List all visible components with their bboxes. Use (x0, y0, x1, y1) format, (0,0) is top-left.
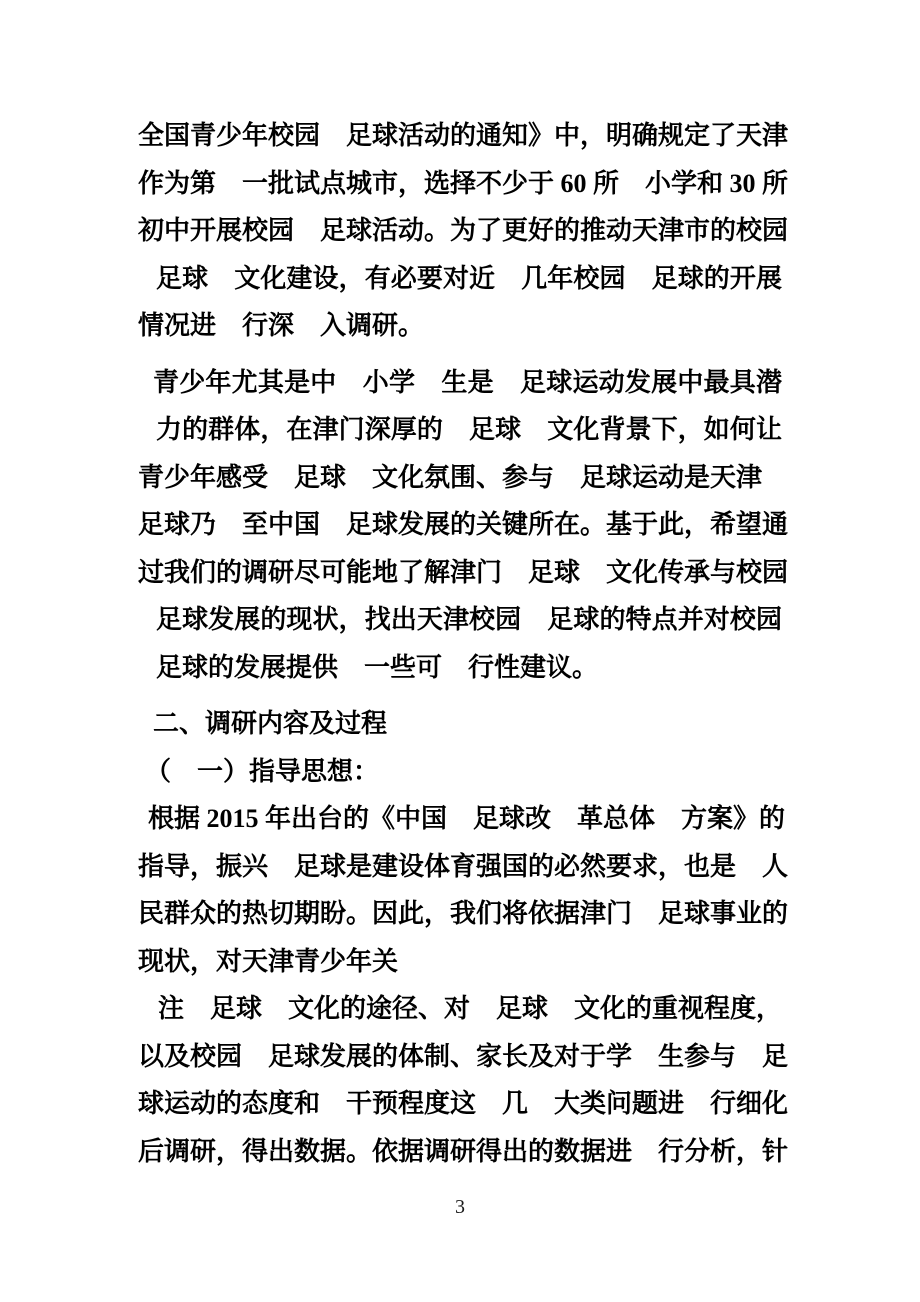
text-line: 足球乃 至中国 足球发展的关键所在。基于此，希望通 (138, 510, 789, 539)
text-line: 作为第 一批试点城市，选择不少于 60 所 小学和 30 所 (138, 168, 789, 198)
text-line: （ 一）指导思想： (145, 756, 380, 786)
text-line: 力的群体，在津门深厚的 足球 文化背景下，如何让 (156, 415, 782, 444)
text-line: 注 足球 文化的途径、对 足球 文化的重视程度， (158, 994, 783, 1023)
text-line: 青少年感受 足球 文化氛围、参与 足球运动是天津 (138, 462, 763, 492)
text-line: 足球发展的现状，找出天津校园 足球的特点并对校园 (156, 605, 782, 634)
text-line: 足球 文化建设，有必要对近 几年校园 足球的开展 (156, 263, 782, 293)
text-line: 情况进 行深 入调研。 (138, 311, 425, 340)
text-line: 以及校园 足球发展的体制、家长及对于学 生参与 足 (138, 1041, 789, 1071)
text-line: 民群众的热切期盼。因此，我们将依据津门 足球事业的 (138, 899, 789, 928)
text-line: 根据 2015 年出台的《中国 足球改 革总体 方案》的 (148, 804, 786, 833)
document-body-text (138, 112, 789, 1175)
text-line: 指导，振兴 足球是建设体育强国的必然要求，也是 人 (138, 851, 789, 881)
text-line: 后调研，得出数据。依据调研得出的数据进 行分析，针 (138, 1136, 789, 1166)
text-line: 足球的发展提供 一些可 行性建议。 (156, 652, 599, 682)
text-line: 球运动的态度和 干预程度这 几 大类问题进 行细化 (138, 1089, 789, 1118)
text-line: 二、调研内容及过程 (153, 709, 388, 738)
page-number: 3 (455, 1196, 465, 1218)
text-line: 青少年尤其是中 小学 生是 足球运动发展中最具潜 (153, 367, 782, 397)
text-line: 全国青少年校园 足球活动的通知》中，明确规定了天津 (138, 121, 789, 150)
text-line: 初中开展校园 足球活动。为了更好的推动天津市的校园 (138, 216, 789, 245)
text-line: 现状，对天津青少年关 (138, 946, 399, 976)
text-line: 过我们的调研尽可能地了解津门 足球 文化传承与校园 (138, 557, 789, 587)
